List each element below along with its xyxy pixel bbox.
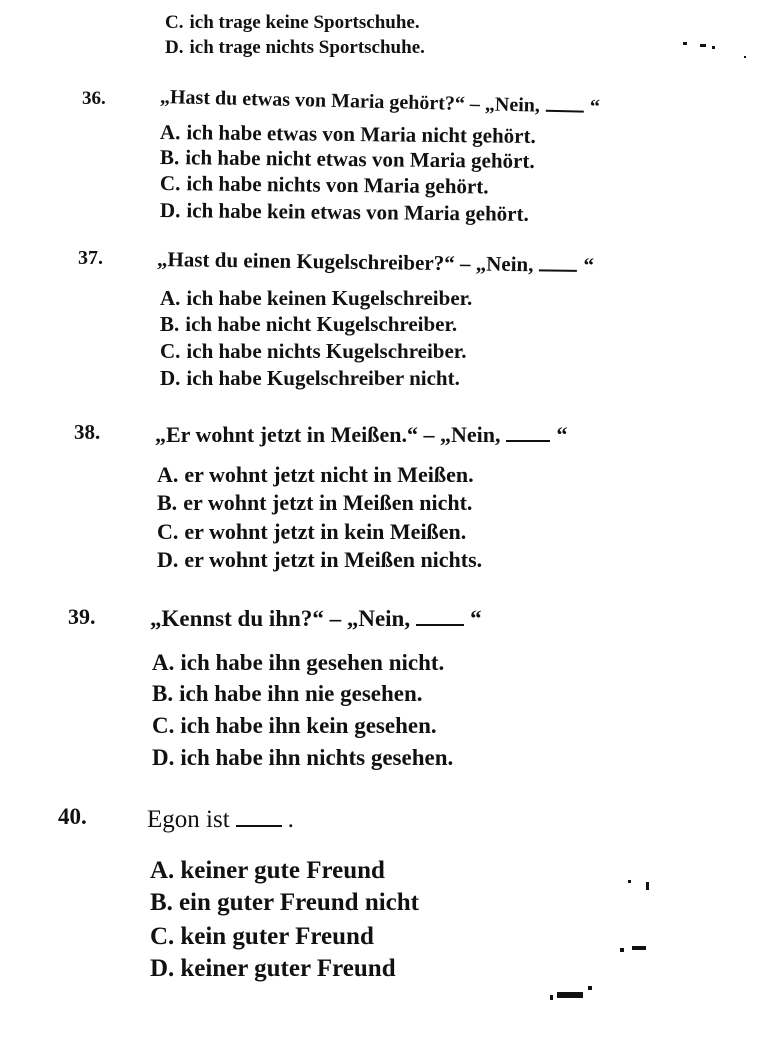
option-text: er wohnt jetzt in kein Meißen.: [184, 519, 467, 544]
question-39-stem: [150, 606, 482, 632]
option-text: ich habe ihn kein gesehen.: [180, 713, 437, 738]
scan-speck: [646, 882, 649, 890]
question-37-option-a: [160, 286, 472, 311]
scan-speck: [628, 880, 631, 883]
option-letter: B.: [160, 312, 180, 336]
question-39-option-a: [152, 650, 444, 676]
question-38-option-b: [157, 490, 472, 516]
answer-blank: [506, 439, 550, 442]
option-letter: D.: [159, 198, 181, 223]
option-letter: D.: [160, 366, 181, 390]
option-letter: C.: [150, 923, 175, 950]
option-letter: C.: [152, 713, 175, 738]
question-40-number: 40.: [58, 804, 87, 829]
question-38-number: 38.: [74, 420, 101, 444]
answer-blank: [546, 109, 584, 113]
stem-closing: .: [287, 806, 294, 833]
question-37-number: 37.: [78, 247, 103, 269]
option-letter: D.: [152, 745, 175, 770]
question-40-option-b: [150, 889, 419, 917]
option-text: er wohnt jetzt in Meißen nichts.: [184, 547, 483, 572]
question-37-option-b: [160, 312, 457, 337]
question-40-option-c: [150, 923, 374, 951]
option-text: kein guter Freund: [180, 923, 374, 950]
option-text: er wohnt jetzt nicht in Meißen.: [184, 462, 474, 487]
scan-speck: [620, 948, 624, 952]
stem-closing: “: [470, 606, 482, 631]
option-text: ich habe etwas von Maria nicht gehört.: [186, 120, 536, 148]
question-38-option-d: [157, 547, 482, 573]
option-text: ich habe kein etwas von Maria gehört.: [186, 198, 529, 226]
question-39-option-c: [152, 713, 437, 739]
stem-text: „Hast du etwas von Maria gehört?“ – „Nein,: [159, 86, 541, 117]
question-38-stem: [155, 422, 567, 448]
question-36-option-b: [160, 145, 535, 174]
option-letter: A.: [150, 857, 175, 884]
question-36-option-c: [160, 171, 489, 199]
stem-text: „Hast du einen Kugelschreiber?“ – „Nein,: [156, 247, 534, 277]
option-letter: B.: [157, 490, 178, 515]
option-text: ich trage keine Sportschuhe.: [189, 12, 420, 33]
scan-speck: [557, 992, 583, 998]
option-text: keiner gute Freund: [180, 857, 385, 884]
option-text: ich habe nichts von Maria gehört.: [186, 171, 489, 199]
option-text: ich habe ihn gesehen nicht.: [180, 650, 445, 675]
question-39-number: 39.: [68, 604, 96, 629]
answer-blank: [236, 824, 282, 827]
question-40-option-d: [150, 955, 396, 983]
option-text: ich habe ihn nie gesehen.: [179, 681, 423, 706]
question-37-option-d: [160, 366, 460, 391]
option-letter: B.: [150, 889, 173, 916]
prev-option-c: [165, 12, 420, 34]
option-letter: D.: [150, 955, 175, 982]
option-letter: A.: [160, 286, 181, 310]
option-text: ich habe nicht Kugelschreiber.: [185, 312, 458, 336]
question-39-option-b: [152, 681, 423, 707]
option-letter: C.: [165, 12, 184, 33]
question-36-option-d: [160, 198, 529, 227]
prev-option-d: [165, 37, 425, 59]
answer-blank: [416, 623, 464, 626]
option-text: er wohnt jetzt in Meißen nicht.: [183, 490, 473, 515]
option-text: ich habe ihn nichts gesehen.: [180, 745, 454, 770]
option-text: ein guter Freund nicht: [178, 889, 420, 916]
question-36-number: 36.: [82, 88, 106, 109]
option-text: ich trage nichts Sportschuhe.: [189, 37, 425, 58]
option-letter: C.: [157, 519, 179, 544]
stem-closing: “: [589, 95, 601, 118]
option-letter: A.: [159, 120, 181, 145]
question-38-option-c: [157, 519, 466, 545]
option-letter: B.: [159, 145, 180, 170]
option-text: keiner guter Freund: [180, 955, 396, 982]
question-40-option-a: [150, 857, 385, 885]
option-text: ich habe Kugelschreiber nicht.: [186, 366, 460, 390]
scan-speck: [588, 986, 592, 990]
question-37-stem: [157, 247, 594, 278]
question-37-option-c: [160, 339, 466, 364]
option-letter: C.: [160, 339, 181, 363]
option-letter: D.: [157, 547, 179, 572]
option-letter: D.: [165, 37, 184, 58]
stem-text: Egon ist: [147, 806, 230, 833]
answer-blank: [539, 268, 577, 272]
scan-speck: [550, 995, 553, 1000]
scan-speck: [683, 42, 687, 45]
stem-text: „Kennst du ihn?“ – „Nein,: [150, 606, 411, 631]
option-letter: A.: [157, 462, 179, 487]
option-letter: B.: [152, 681, 174, 706]
scan-speck: [712, 46, 715, 49]
option-text: ich habe nichts Kugelschreiber.: [186, 339, 467, 363]
question-38-option-a: [157, 462, 474, 488]
scan-speck: [744, 56, 746, 58]
option-text: ich habe nicht etwas von Maria gehört.: [185, 145, 535, 173]
scan-speck: [700, 44, 706, 47]
stem-closing: “: [583, 252, 595, 278]
option-letter: C.: [159, 171, 181, 196]
question-36-stem: [160, 86, 600, 119]
stem-text: „Er wohnt jetzt in Meißen.“ – „Nein,: [155, 422, 501, 447]
stem-closing: “: [556, 422, 568, 447]
question-39-option-d: [152, 745, 453, 771]
question-40-stem: [147, 806, 294, 834]
option-text: ich habe keinen Kugelschreiber.: [186, 286, 473, 310]
scan-speck: [632, 946, 646, 950]
option-letter: A.: [152, 650, 175, 675]
